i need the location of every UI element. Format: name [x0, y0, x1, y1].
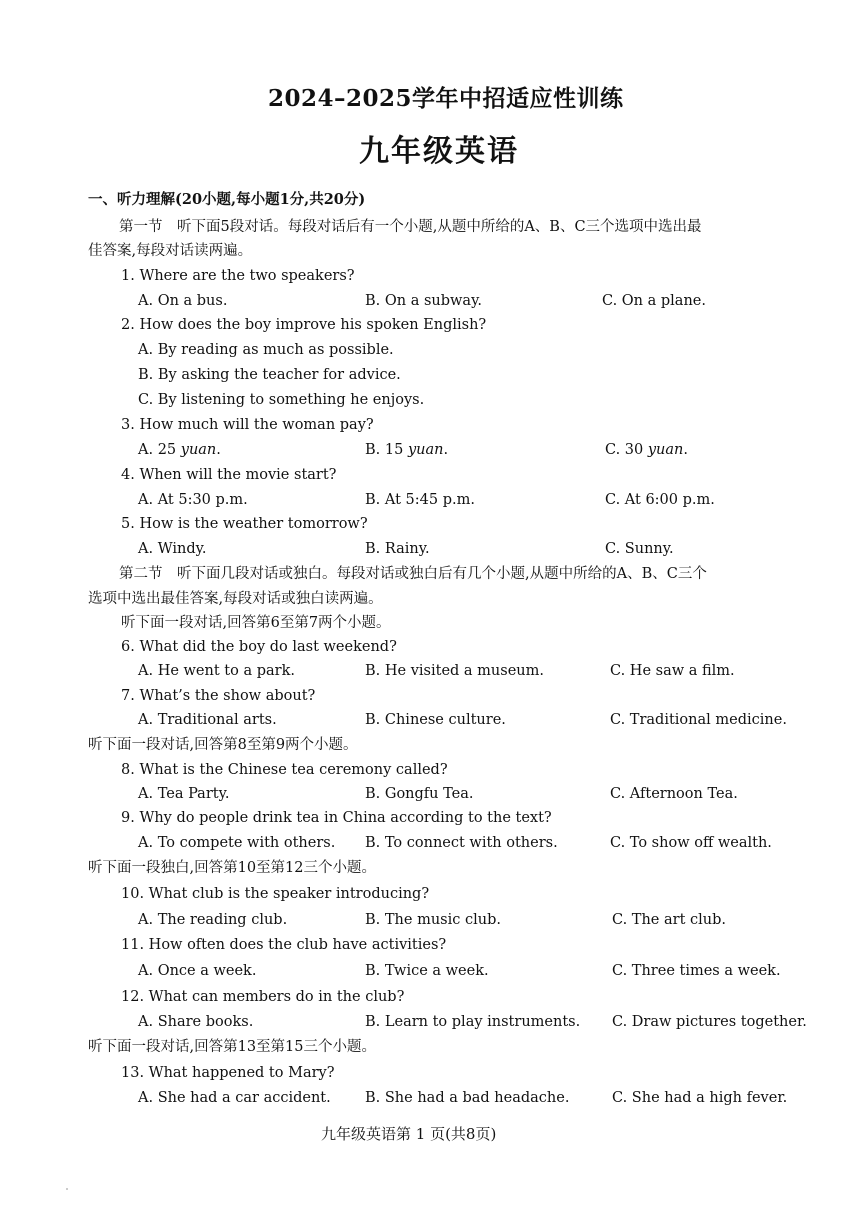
q6-option-a: A. He went to a park.: [138, 663, 295, 679]
question-6: 6. What did the boy do last weekend?: [121, 639, 397, 655]
q8-option-a: A. Tea Party.: [138, 786, 230, 802]
q9-option-b: B. To connect with others.: [365, 835, 558, 851]
part-heading: 一、听力理解(20小题,每小题1分,共20分): [88, 191, 366, 208]
q8-option-b: B. Gongfu Tea.: [365, 786, 474, 802]
q3-option-b: B. 15 yuan.: [365, 442, 449, 458]
q11-option-a: A. Once a week.: [138, 963, 257, 979]
q13-option-a: A. She had a car accident.: [138, 1090, 331, 1106]
question-10: 10. What club is the speaker introducing?: [121, 886, 430, 902]
q8-option-c: C. Afternoon Tea.: [610, 786, 738, 802]
question-13: 13. What happened to Mary?: [121, 1065, 335, 1081]
q6-option-b: B. He visited a museum.: [365, 663, 544, 679]
section1-instruction-line2: 佳答案,每段对话读两遍。: [88, 243, 253, 259]
q7-option-a: A. Traditional arts.: [138, 712, 277, 728]
section1-instruction-line1: 第一节 听下面5段对话。每段对话后有一个小题,从题中所给的A、B、C三个选项中选出最: [119, 219, 702, 235]
listening-note-6-7: 听下面一段对话,回答第6至第7两个小题。: [121, 615, 391, 631]
question-4: 4. When will the movie start?: [121, 467, 337, 483]
q7-option-b: B. Chinese culture.: [365, 712, 506, 728]
q13-option-b: B. She had a bad headache.: [365, 1090, 570, 1106]
listening-note-13-15: 听下面一段对话,回答第13至第15三个小题。: [88, 1039, 377, 1055]
q12-option-c: C. Draw pictures together.: [612, 1014, 807, 1030]
q9-option-c: C. To show off wealth.: [610, 835, 772, 851]
q12-option-a: A. Share books.: [138, 1014, 254, 1030]
q7-option-c: C. Traditional medicine.: [610, 712, 787, 728]
q1-option-b: B. On a subway.: [365, 293, 482, 309]
question-11: 11. How often does the club have activities?: [121, 937, 447, 953]
q12-option-b: B. Learn to play instruments.: [365, 1014, 581, 1030]
scan-speck: [66, 1188, 68, 1190]
page-footer: 九年级英语第 1 页(共8页): [321, 1125, 497, 1143]
q10-option-b: B. The music club.: [365, 912, 501, 928]
q2-option-b: B. By asking the teacher for advice.: [138, 367, 401, 383]
q5-option-b: B. Rainy.: [365, 541, 430, 557]
listening-note-10-12: 听下面一段独白,回答第10至第12三个小题。: [88, 860, 377, 876]
subject-title: 九年级英语: [359, 134, 519, 169]
q11-option-c: C. Three times a week.: [612, 963, 781, 979]
q11-option-b: B. Twice a week.: [365, 963, 489, 979]
question-9: 9. Why do people drink tea in China according to the text?: [121, 810, 552, 826]
q5-option-a: A. Windy.: [138, 541, 207, 557]
q4-option-b: B. At 5:45 p.m.: [365, 492, 475, 508]
q10-option-a: A. The reading club.: [138, 912, 288, 928]
exam-title: 2024–2025学年中招适应性训练: [268, 85, 624, 112]
q3-option-c: C. 30 yuan.: [605, 442, 688, 458]
q1-option-c: C. On a plane.: [602, 293, 706, 309]
question-1: 1. Where are the two speakers?: [121, 268, 355, 284]
q2-option-a: A. By reading as much as possible.: [138, 342, 394, 358]
question-8: 8. What is the Chinese tea ceremony called?: [121, 762, 448, 778]
question-2: 2. How does the boy improve his spoken English?: [121, 317, 487, 333]
q1-option-a: A. On a bus.: [138, 293, 228, 309]
q10-option-c: C. The art club.: [612, 912, 726, 928]
question-7: 7. What’s the show about?: [121, 688, 316, 704]
q4-option-a: A. At 5:30 p.m.: [138, 492, 248, 508]
q13-option-c: C. She had a high fever.: [612, 1090, 788, 1106]
question-12: 12. What can members do in the club?: [121, 989, 405, 1005]
listening-note-8-9: 听下面一段对话,回答第8至第9两个小题。: [88, 737, 358, 753]
q4-option-c: C. At 6:00 p.m.: [605, 492, 715, 508]
q3-option-a: A. 25 yuan.: [138, 442, 221, 458]
q9-option-a: A. To compete with others.: [138, 835, 336, 851]
section2-instruction-line1: 第二节 听下面几段对话或独白。每段对话或独白后有几个小题,从题中所给的A、B、C三个: [119, 566, 707, 582]
section2-instruction-line2: 选项中选出最佳答案,每段对话或独白读两遍。: [88, 591, 383, 607]
question-3: 3. How much will the woman pay?: [121, 417, 374, 433]
q2-option-c: C. By listening to something he enjoys.: [138, 392, 425, 408]
q6-option-c: C. He saw a film.: [610, 663, 735, 679]
q5-option-c: C. Sunny.: [605, 541, 674, 557]
question-5: 5. How is the weather tomorrow?: [121, 516, 368, 532]
